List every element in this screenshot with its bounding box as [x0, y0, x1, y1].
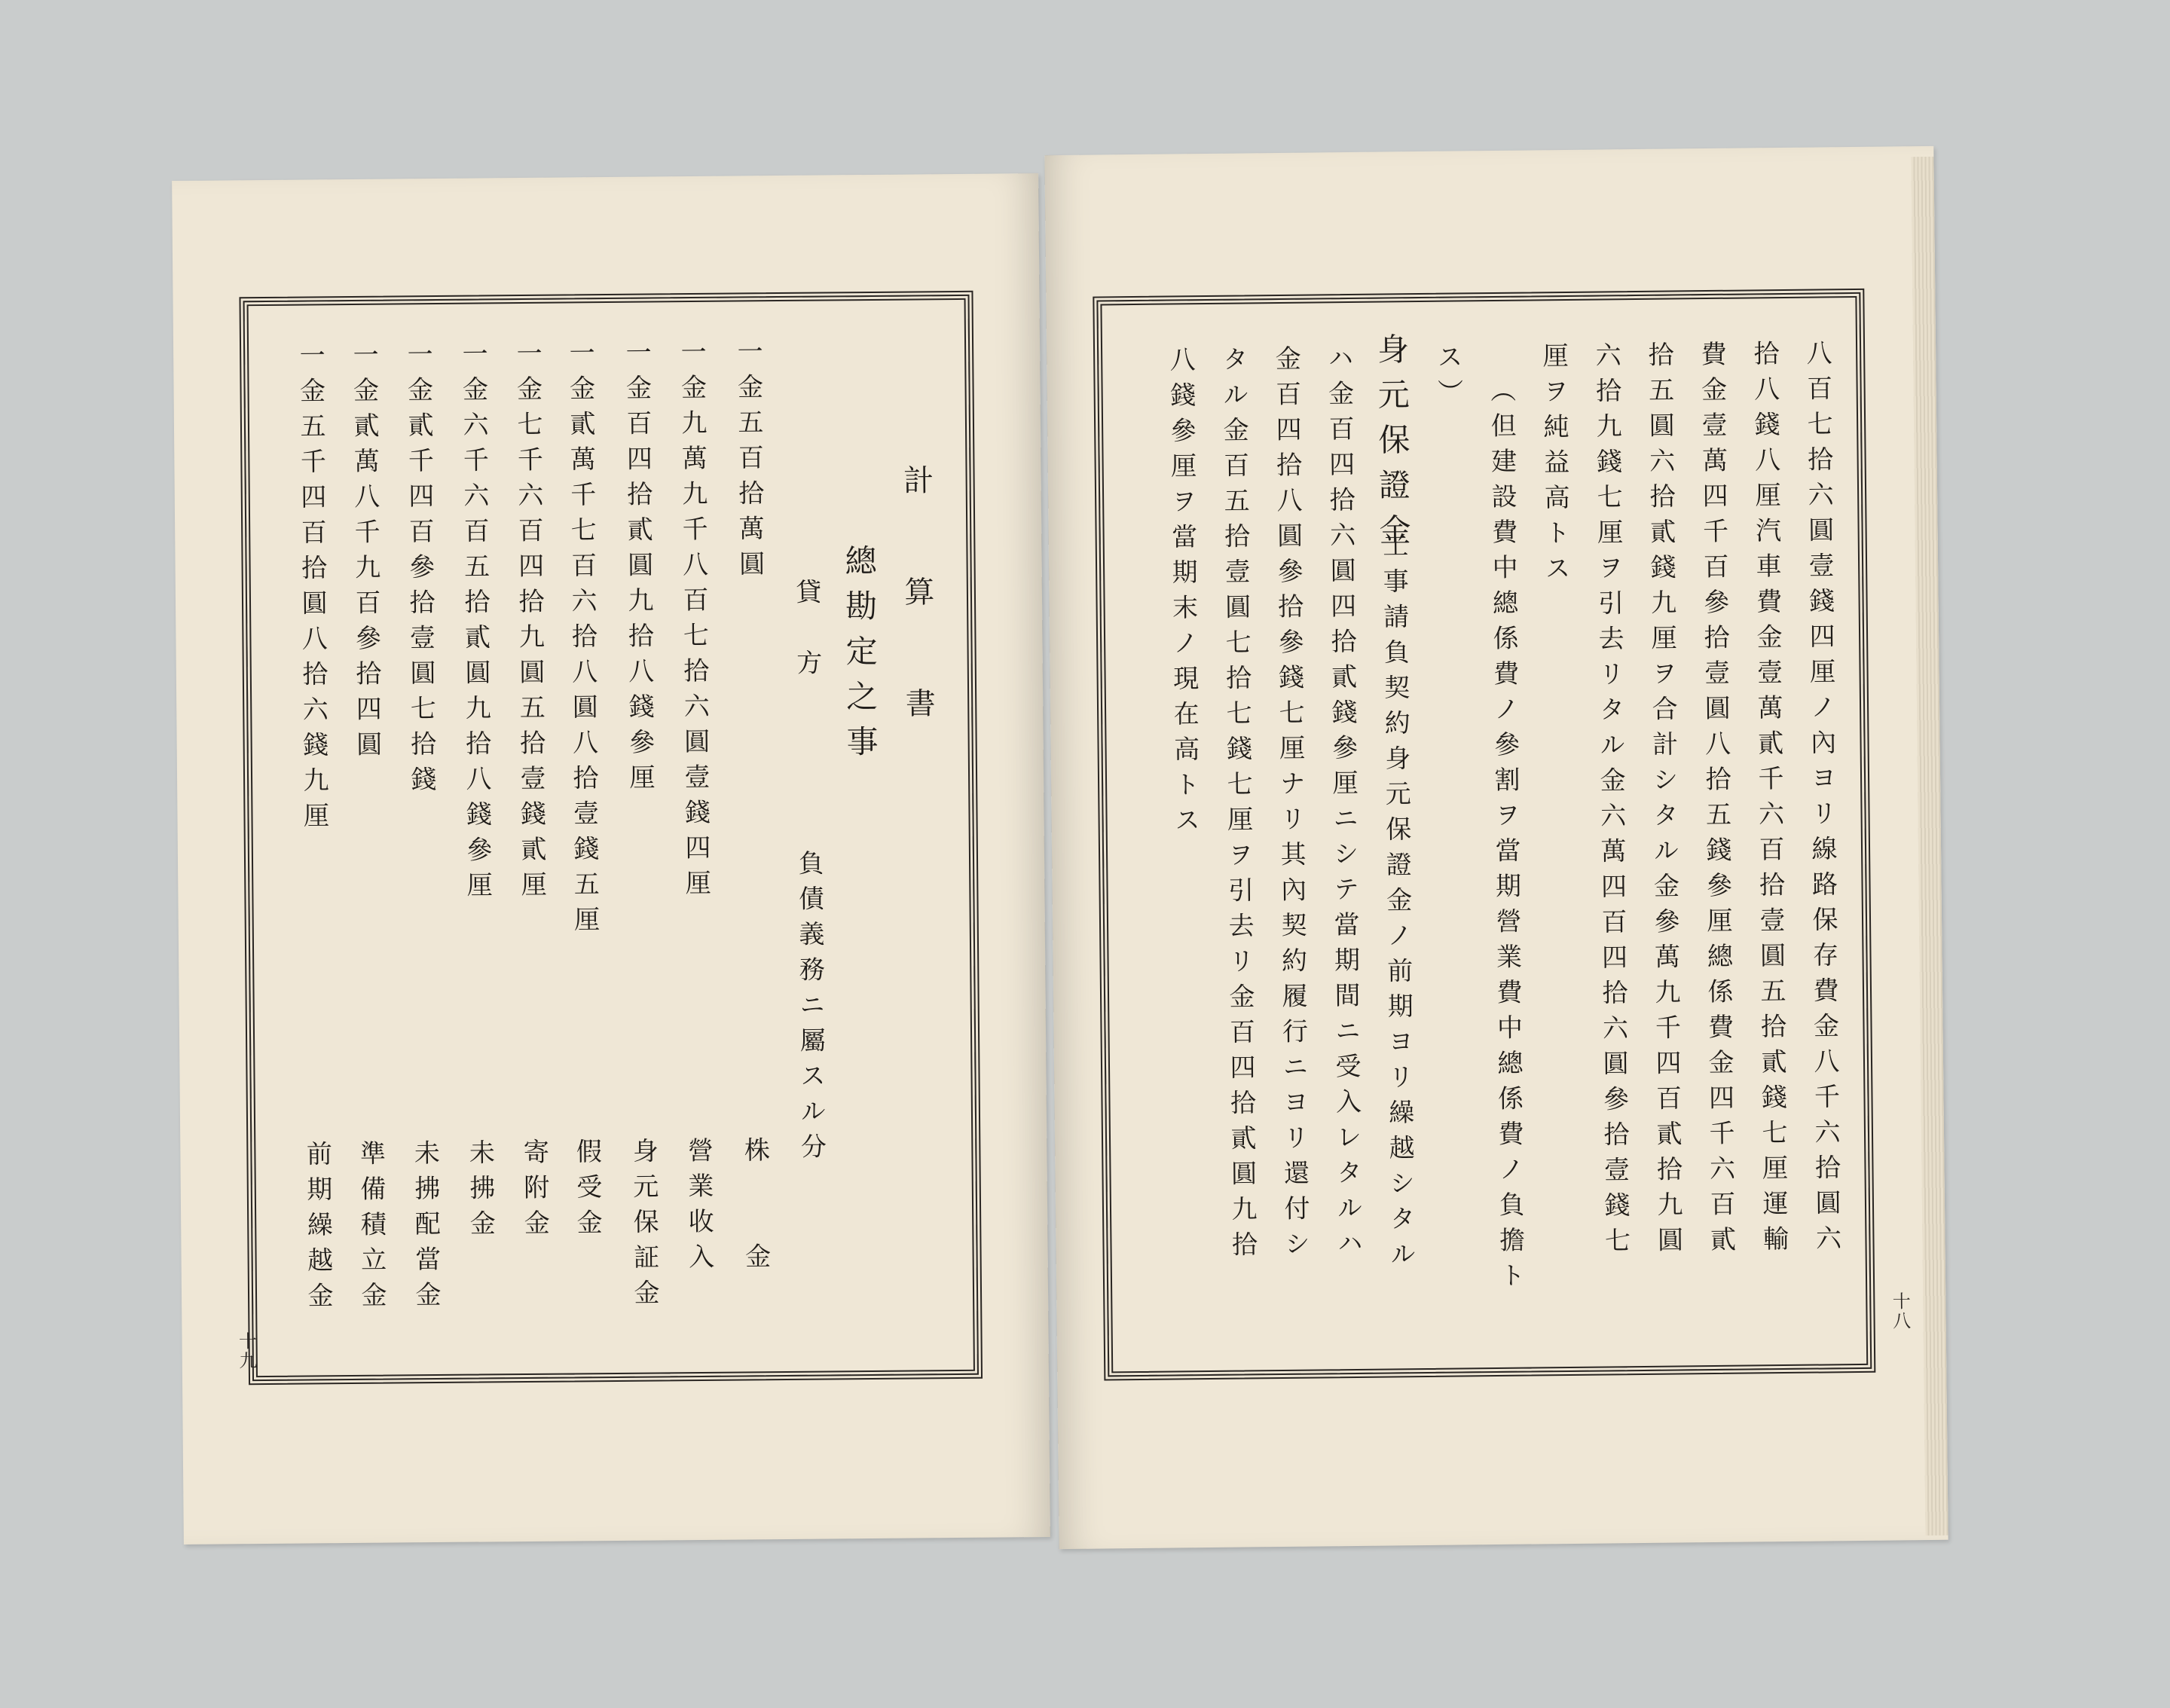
guarantee-text-line: ハ金百四拾六圓四拾貳錢參厘ニシテ當期間ニ受入レタルハ: [1322, 344, 1363, 1266]
body-text-line: 拾八錢八厘汽車費金壹萬貳千六百拾壹圓五拾貳錢七厘運輸: [1748, 340, 1789, 1261]
body-text-line: 費金壹萬四千百參拾壹圓八拾五錢參厘總係費金四千六百貳: [1695, 340, 1736, 1262]
body-text-line: 六拾九錢七厘ヲ引去リタル金六萬四百四拾六圓參拾壹錢七: [1590, 341, 1631, 1263]
left-folio: 十九: [235, 1331, 257, 1371]
ledger-entry-label: 未拂配當金: [409, 1139, 442, 1317]
section-heading: 總勘定之事: [840, 543, 879, 771]
guarantee-text-line: タル金百五拾壹圓七拾七錢七厘ヲ引去リ金百四拾貳圓九拾: [1218, 345, 1258, 1266]
right-folio: 十八: [1889, 1291, 1911, 1331]
guarantee-text-line: 工事請負契約身元保證金ノ前期ヨリ繰越シタル: [1377, 532, 1416, 1276]
column-header-lender: 貸 方: [790, 578, 822, 685]
body-text-line: 拾五圓六拾貳錢九厘ヲ合計シタル金參萬九千四百貳拾九圓: [1643, 341, 1683, 1262]
note-text-line: （但建設費中總係費ノ參割ヲ當期營業費中總係費ノ負擔ト: [1485, 376, 1526, 1298]
ledger-entry-label: 營業收入: [683, 1136, 714, 1279]
guarantee-text-line: 八錢參厘ヲ當期末ノ現在高トス: [1165, 346, 1200, 842]
ledger-entry-amount: 一金貳萬八千九百參拾四圓: [347, 341, 382, 766]
left-page: [172, 173, 1050, 1545]
ledger-entry-amount: 一金七千六百四拾九圓五拾壹錢貳厘: [511, 339, 547, 907]
guarantee-text-line: 金百四拾八圓參拾參錢七厘ナリ其內契約履行ニヨリ還付シ: [1270, 344, 1310, 1266]
ledger-entry-amount: 一金貳千四百參拾壹圓七拾錢: [402, 341, 437, 802]
left-page-text: [172, 173, 1038, 1318]
body-text-line: 八百七拾六圓壹錢四厘ノ內ヨリ線路保存費金八千六拾圓六: [1801, 339, 1841, 1260]
note-text-line: ス）: [1432, 343, 1463, 414]
ledger-entry-label: 前期繰越金: [301, 1140, 334, 1318]
ledger-entry-amount: 一金貳萬千七百六拾八圓八拾壹錢五厘: [564, 339, 600, 942]
column-header-liability: 負債義務ニ屬スル分: [793, 849, 827, 1169]
body-text-line: 厘ヲ純益高トス: [1537, 341, 1571, 591]
ledger-entry-label: 假受金: [571, 1138, 603, 1245]
right-page: [1044, 146, 1948, 1549]
document-title: 計 算 書: [898, 464, 936, 744]
ledger-entry-amount: 一金五百拾萬圓: [732, 338, 765, 586]
ledger-entry-label: 寄附金: [518, 1138, 550, 1245]
ledger-entry-label: 準備積立金: [355, 1139, 387, 1317]
ledger-entry-amount: 一金九萬九千八百七拾六圓壹錢四厘: [675, 338, 711, 906]
ledger-entry-amount: 一金五千四百拾圓八拾六錢九厘: [294, 341, 329, 838]
ledger-entry-amount: 一金百四拾貳圓九拾八錢參厘: [620, 338, 656, 799]
ledger-entry-label: 未拂金: [464, 1138, 496, 1245]
ledger-entry-label: 身元保証金: [628, 1137, 660, 1315]
ledger-entry-label: 株 金: [739, 1136, 771, 1279]
guarantee-section-heading: 身元保證金: [1372, 332, 1412, 559]
ledger-entry-amount: 一金六千六百五拾貳圓九拾八錢參厘: [457, 340, 493, 907]
right-page-text: [1044, 146, 1933, 1298]
